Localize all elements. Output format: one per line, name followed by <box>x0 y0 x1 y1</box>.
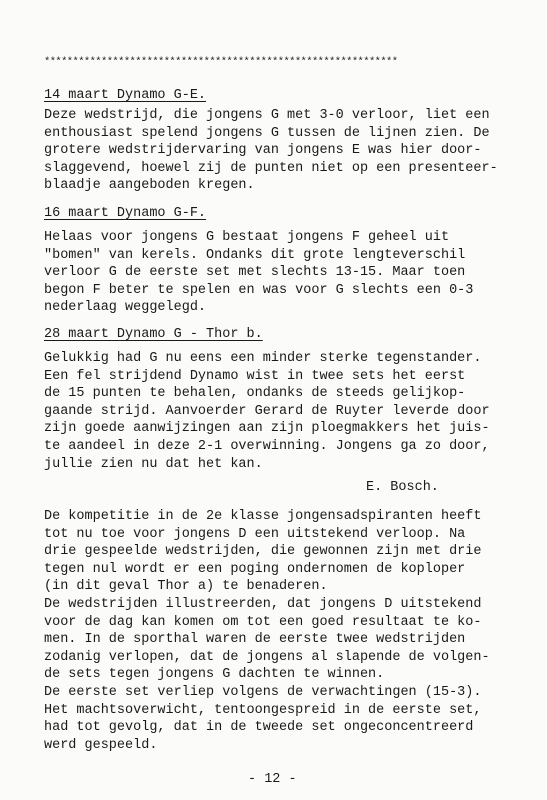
text-line: de sets tegen jongens G dachten te winnen. <box>44 667 385 683</box>
body-paragraph <box>44 508 514 754</box>
text-line: Helaas voor jongens G bestaat jongens F geheel uit <box>44 230 450 245</box>
text-line: (in dit geval Thor a) te benaderen. <box>44 579 328 595</box>
text-line: Het machtsoverwicht, tentoongespreid in de eerste set, <box>44 702 482 718</box>
text-line: tot nu toe voor jongens D een uitstekend verloop. Na <box>44 526 466 542</box>
text-line: jullie zien nu dat het kan. <box>44 456 263 472</box>
text-line: had tot gevolg, dat in de tweede set ongeconcentreerd <box>44 720 474 736</box>
section-paragraph <box>44 350 514 473</box>
text-line: Deze wedstrijd, die jongens G met 3-0 verloor, liet een <box>44 108 490 123</box>
text-line: voor de dag kan komen om tot een goed resultaat te ko- <box>44 614 482 630</box>
text-line: te aandeel in deze 2-1 overwinning. Jongens ga zo door, <box>44 438 490 454</box>
text-line: De wedstrijden illustreerden, dat jongens D uitstekend <box>44 596 482 612</box>
text-line: Gelukkig had G nu eens een minder sterke tegenstander. <box>44 351 482 366</box>
text-line: verloor G de eerste set met slechts 13-15. Maar toen <box>44 265 466 281</box>
text-line: zodanig verlopen, dat de jongens al slapende de volgen- <box>44 649 490 665</box>
text-line: nederlaag weggelegd. <box>44 300 207 316</box>
text-line: tegen nul wordt er een poging ondernomen de koploper <box>44 561 466 577</box>
author-signature: E. Bosch. <box>366 480 439 495</box>
section-paragraph <box>44 107 514 195</box>
text-line: werd gespeeld. <box>44 737 158 753</box>
text-line: drie gespeelde wedstrijden, die gewonnen zijn met drie <box>44 544 482 560</box>
text-line: slaggevend, hoewel zij de punten niet op een presenteer- <box>44 160 498 176</box>
asterisk-separator: ************************************************************** <box>44 56 398 68</box>
text-line: gaande strijd. Aanvoerder Gerard de Ruyter leverde door <box>44 403 490 419</box>
text-line: grotere wedstrijdervaring van jongens E was hier door- <box>44 143 482 159</box>
text-line: zijn goede aanwijzingen aan zijn ploegmakkers het juis- <box>44 421 490 437</box>
text-line: blaadje aangeboden kregen. <box>44 178 255 194</box>
text-line: Een fel strijdend Dynamo wist in twee sets het eerst <box>44 368 466 384</box>
text-line: De kompetitie in de 2e klasse jongensadspiranten heeft <box>44 509 482 524</box>
section-heading: 28 maart Dynamo G - Thor b. <box>44 327 263 342</box>
text-line: "bomen" van kerels. Ondanks dit grote lengteverschil <box>44 247 466 263</box>
text-line: begon F beter te spelen en was voor G slechts een 0-3 <box>44 282 474 298</box>
page-number: - 12 - <box>248 772 297 787</box>
section-paragraph <box>44 229 514 317</box>
text-line: de 15 punten te behalen, ondanks de steeds gelijkop- <box>44 386 466 402</box>
text-line: men. In de sporthal waren de eerste twee wedstrijden <box>44 632 466 648</box>
text-line: enthousiast spelend jongens G tussen de lijnen zien. De <box>44 125 490 141</box>
section-heading: 16 maart Dynamo G-F. <box>44 206 207 221</box>
section-heading: 14 maart Dynamo G-E. <box>44 88 207 103</box>
text-line: De eerste set verliep volgens de verwachtingen (15-3). <box>44 684 482 700</box>
